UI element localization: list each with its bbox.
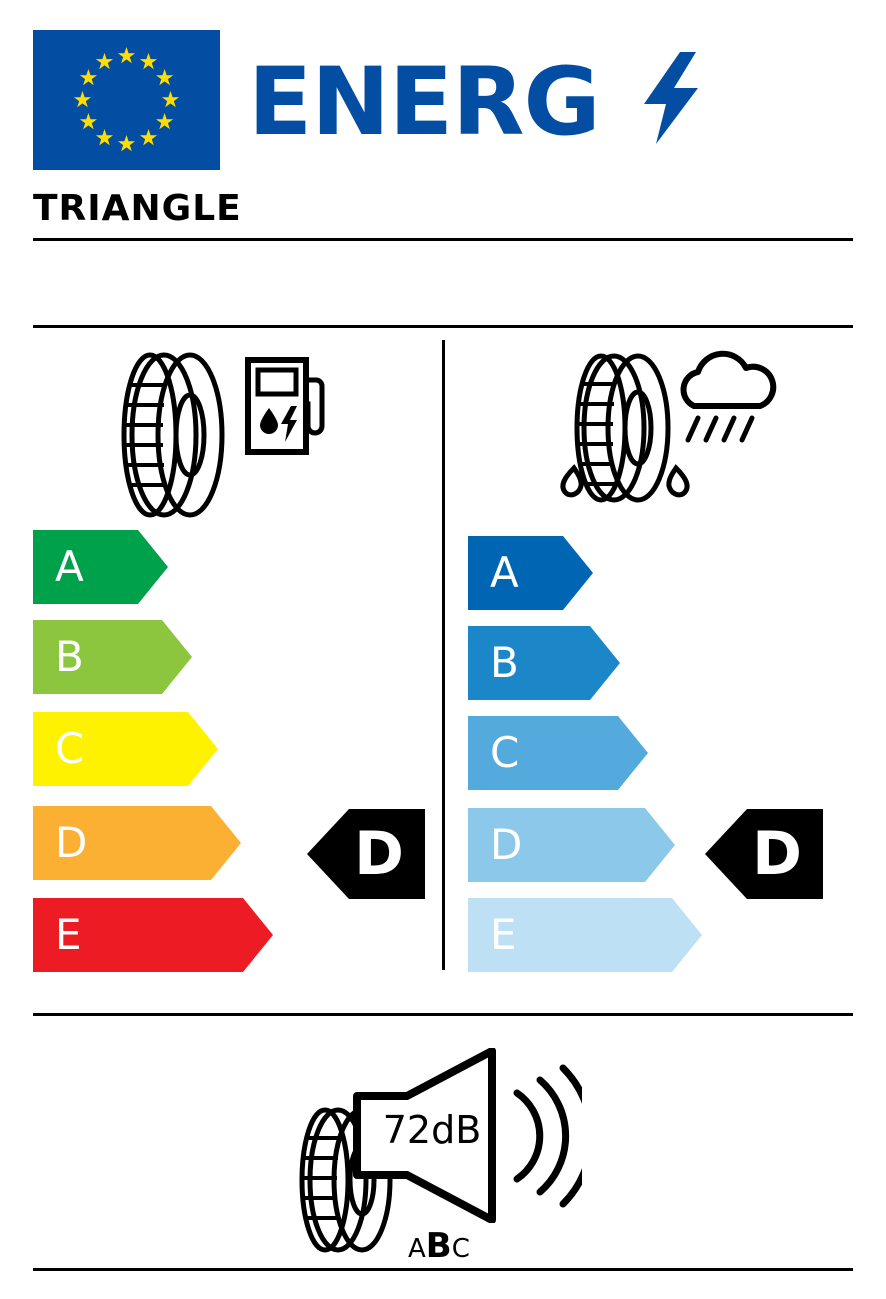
energy-label-header — [33, 30, 853, 170]
fuel-efficiency-result — [307, 795, 425, 913]
noise-class-b: B — [425, 1226, 452, 1266]
noise-db-value: 72dB — [382, 1108, 482, 1152]
fuel-pump-icon — [245, 350, 325, 455]
brand-name: TRIANGLE — [33, 188, 242, 229]
rain-cloud-icon — [672, 348, 782, 458]
eu-flag — [33, 30, 220, 170]
divider-vertical — [442, 340, 445, 970]
fuel-grade-letter: B — [55, 632, 84, 681]
fuel-grade-letter: D — [55, 818, 88, 867]
wet-grade-letter: D — [490, 820, 523, 869]
noise-class-a: A — [408, 1234, 426, 1264]
wet-grade-letter: A — [490, 548, 519, 597]
wet-grade-letter: E — [490, 910, 517, 959]
wet-grade-letter: C — [490, 728, 520, 777]
energy-bolt-icon — [640, 52, 700, 144]
fuel-grade-letter: E — [55, 910, 82, 959]
energ-wordmark — [248, 48, 600, 157]
fuel-efficiency-result-letter: D — [354, 819, 404, 889]
energ-text: ENERG — [248, 48, 600, 157]
tyre-icon — [120, 350, 240, 520]
grade-arrow-shape — [468, 536, 593, 610]
fuel-grade-letter: C — [55, 724, 85, 773]
divider-mid — [33, 325, 853, 328]
wet-grade-letter: B — [490, 638, 519, 687]
fuel-grade-letter: A — [55, 542, 84, 591]
noise-class-rating — [408, 1226, 470, 1266]
divider-end — [33, 1268, 853, 1271]
wet-grip-result — [705, 795, 823, 913]
divider-bottom — [33, 1013, 853, 1016]
eu-flag-stars — [33, 30, 220, 170]
noise-class-c: C — [451, 1234, 470, 1264]
tyre-icon — [560, 350, 690, 520]
grade-arrow-shape — [33, 530, 168, 604]
wet-grip-result-letter: D — [752, 819, 802, 889]
divider-top — [33, 238, 853, 241]
